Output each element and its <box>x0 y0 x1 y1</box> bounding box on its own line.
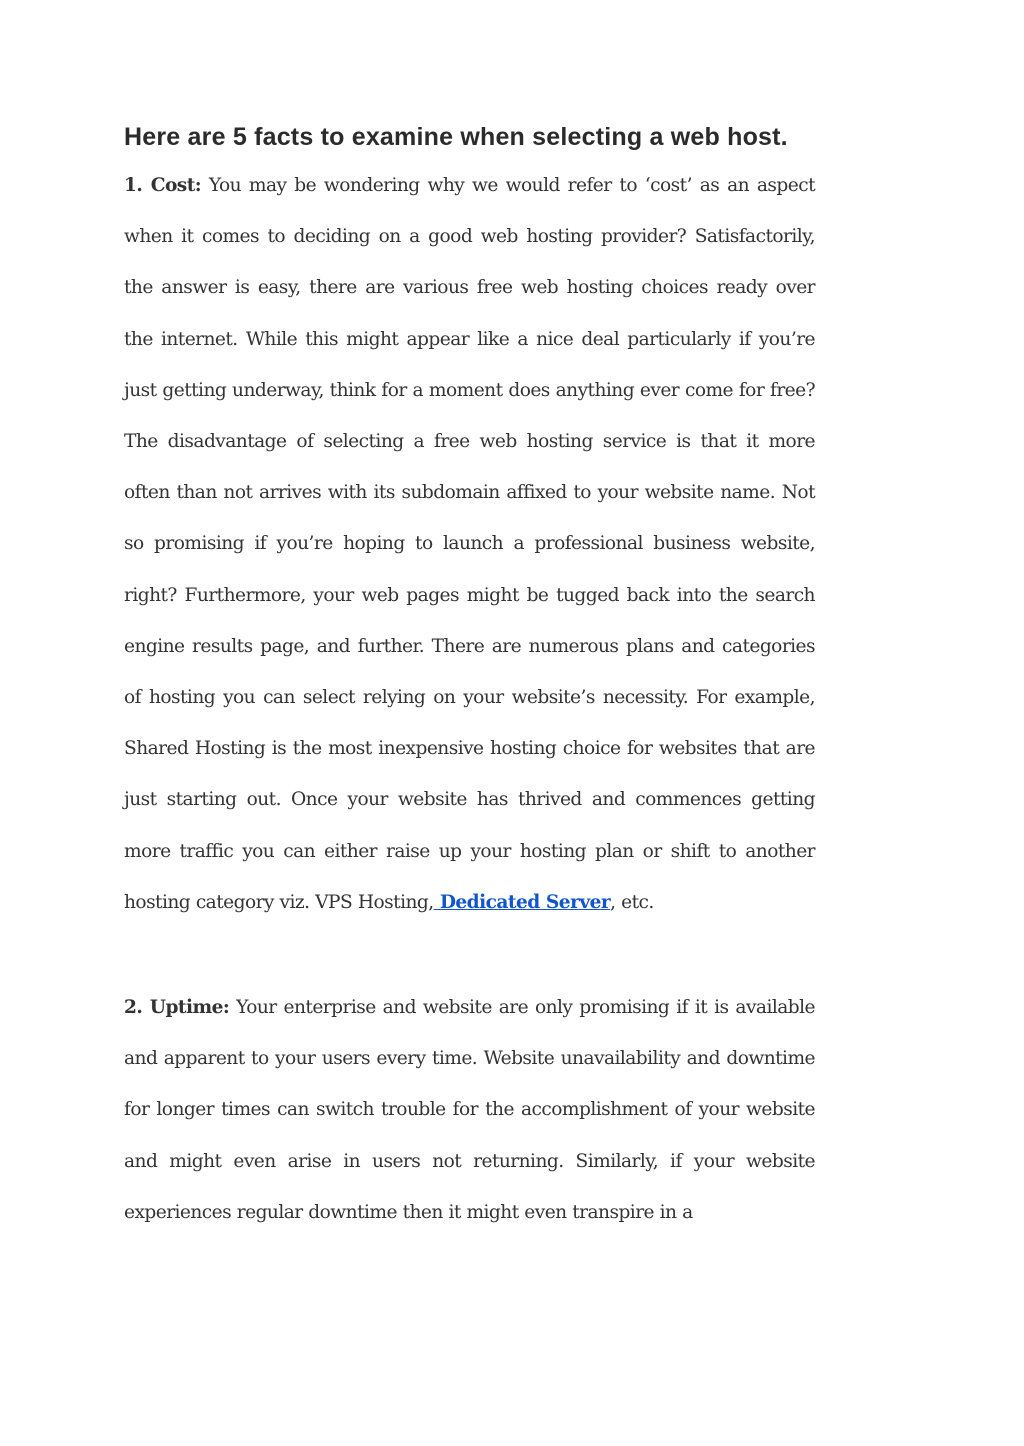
uptime-text: Your enterprise and website are only promising if it is available and apparent to your users every time. Website unavailability and downtime for longer times can switch trouble for the accomplishment of your website and might even arise in users not returning. Similarly, if your website experiences regular downtime then it might even transpire in a <box>124 997 815 1223</box>
uptime-lead: 2. Uptime: <box>124 997 230 1019</box>
document-page <box>124 118 815 1238</box>
section-spacer <box>124 928 815 982</box>
cost-text: You may be wondering why we would refer to ‘cost’ as an aspect when it comes to deciding on a good web hosting provider? Satisfactorily, the answer is easy, there are various free web hosting choices ready over the internet. While this might appear like a nice deal particularly if you’re just getting underway, think for a moment does anything ever come for free? The disadvantage of selecting a free web hosting service is that it more often than not arrives with its subdomain affixed to your website name. Not so promising if you’re hoping to launch a professional business website, right? Furthermore, your web pages might be tugged back into the search engine results page, and further. There are numerous plans and categories of hosting you can select relying on your website’s necessity. For example, Shared Hosting is the most inexpensive hosting choice for websites that are just starting out. Once your website has thrived and commences getting more traffic you can either raise up your hosting plan or shift to another hosting category viz. VPS Hosting, <box>124 175 816 913</box>
cost-tail: , etc. <box>610 891 654 913</box>
dedicated-server-link[interactable]: Dedicated Server <box>433 891 611 913</box>
cost-lead: 1. Cost: <box>124 175 202 196</box>
page-heading: Here are 5 facts to examine when selecting a web host. <box>124 123 788 151</box>
section-uptime <box>124 982 815 1238</box>
section-cost <box>124 160 815 928</box>
